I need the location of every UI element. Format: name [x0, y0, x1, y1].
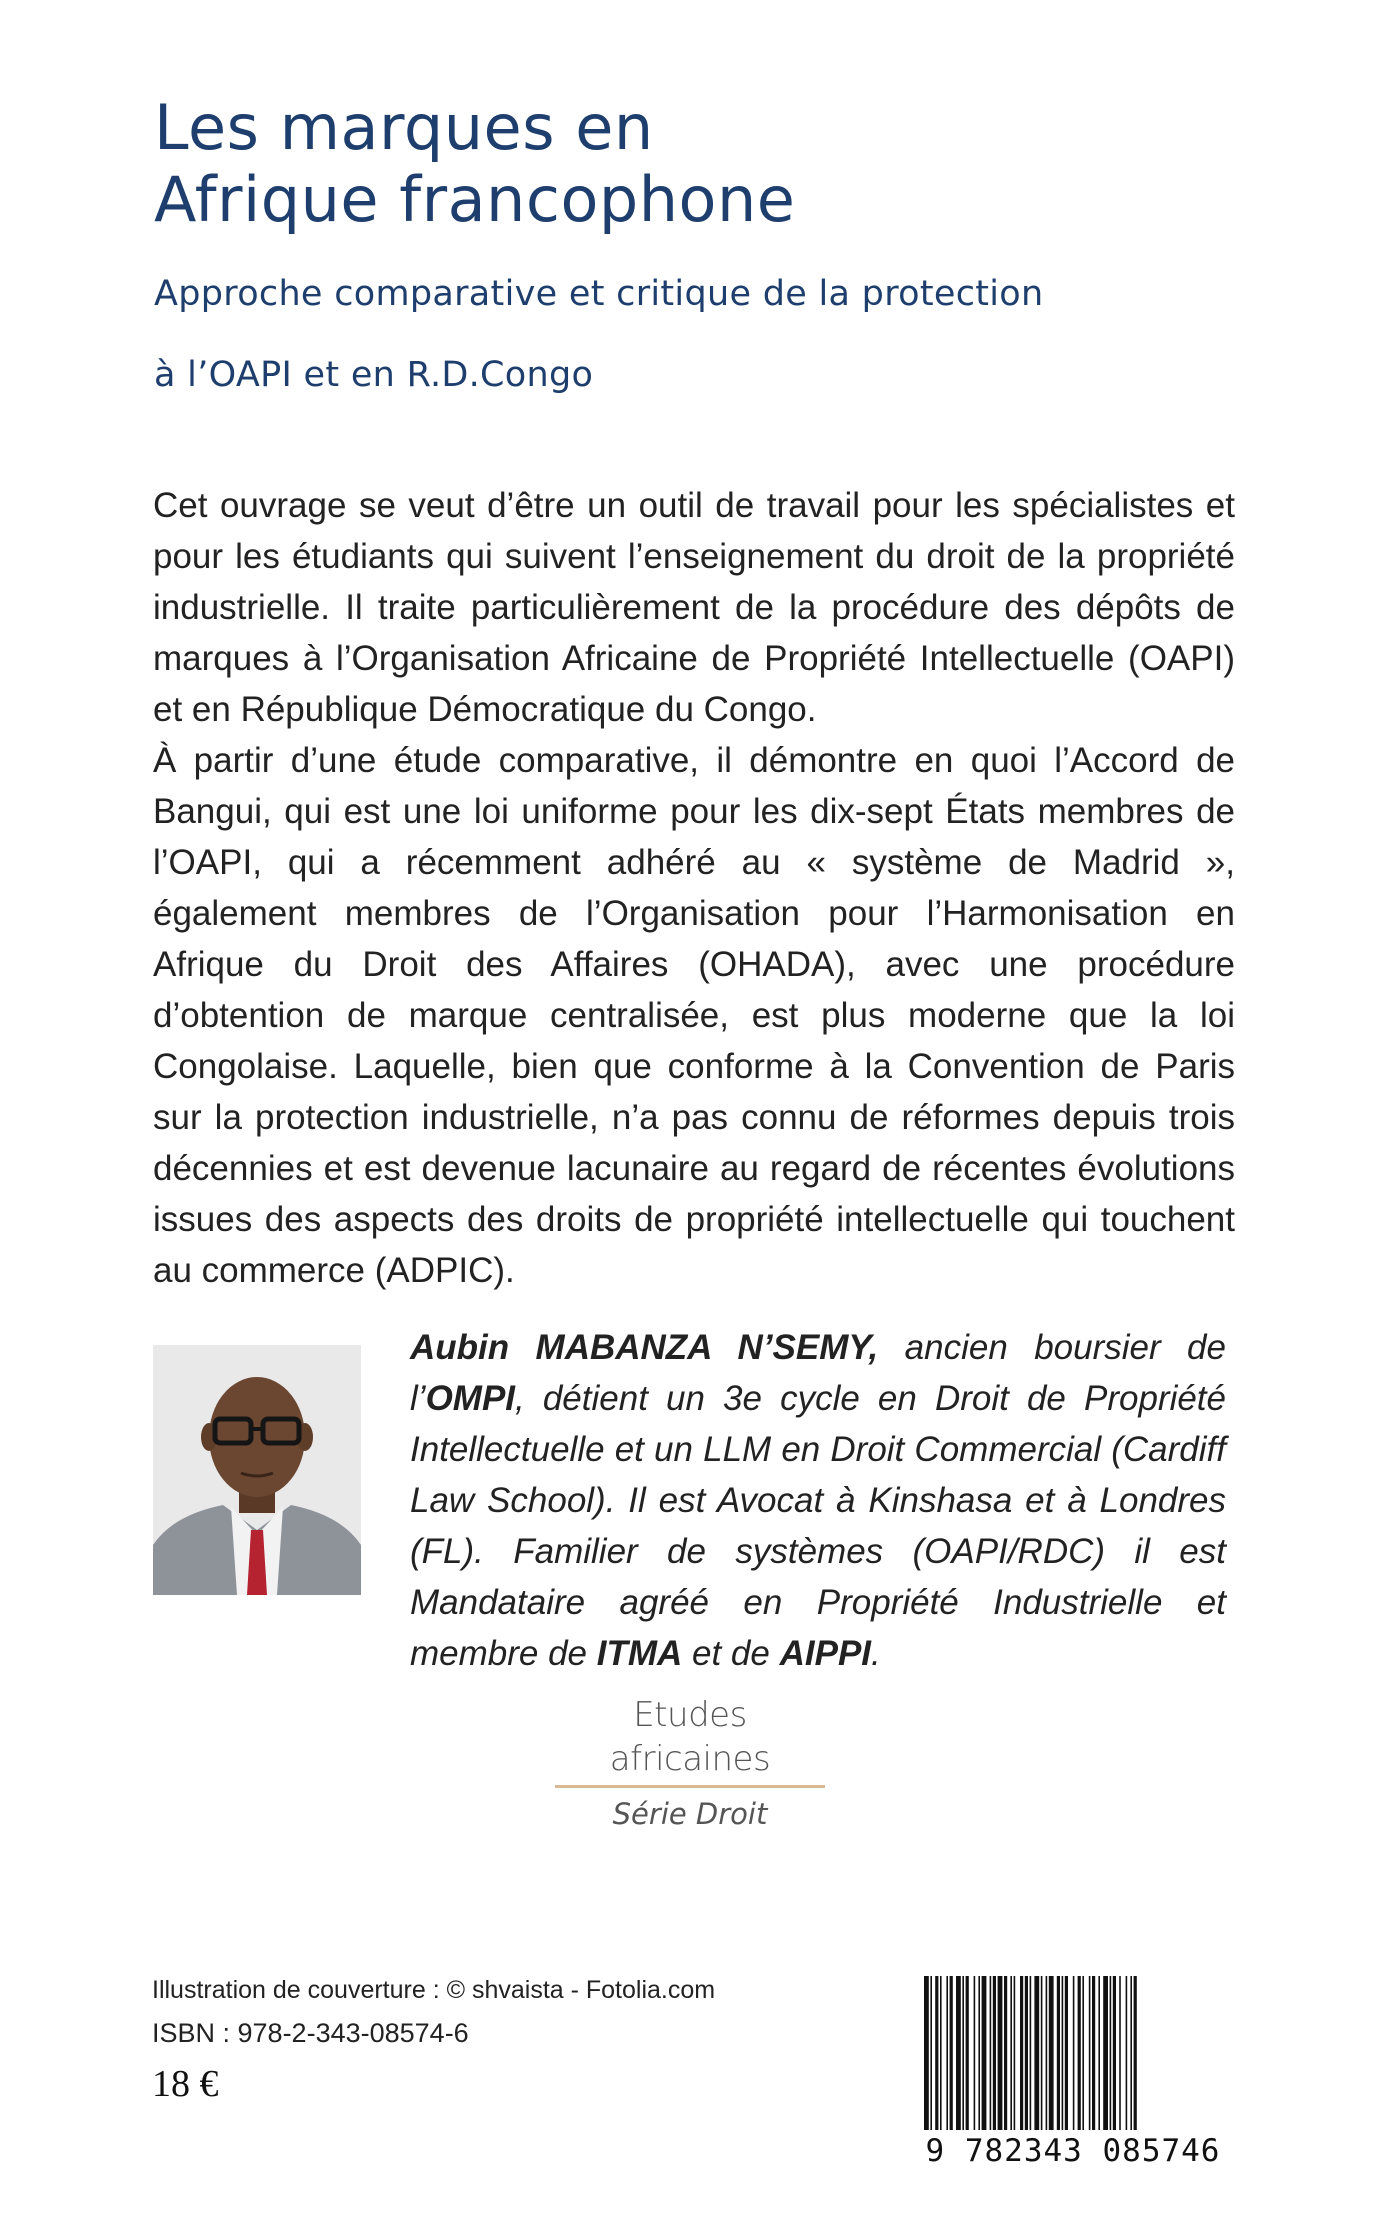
- author-org-itma: ITMA: [596, 1634, 683, 1673]
- barcode: [918, 1972, 1228, 2182]
- price: 18 €: [152, 2063, 219, 2105]
- author-bio-text-4: .: [871, 1634, 881, 1673]
- summary-paragraph-2: À partir d’une étude comparative, il démontre en quoi l’Accord de Bangui, qui est une loi uniforme pour les dix-sept États membres de l’OAPI, qui a récemment adhéré au « système de Madrid », également membres de l’Organisation pour l’Harmonisation en Afrique du Droit des Affaires (OHADA), avec une procédure d’obtention de marque centralisée, est plus moderne que la loi Congolaise. Laquelle, bien que conforme à la Convention de Paris sur la protection industrielle, n’a pas connu de réformes depuis trois décennies et est devenue lacunaire au regard de récentes évolutions issues des aspects des droits de propriété intellectuelle qui touchent au commerce (ADPIC).: [153, 741, 1235, 1290]
- book-title-line-1: Les marques en: [154, 91, 654, 164]
- book-summary: [153, 480, 1235, 1296]
- author-photo: [153, 1345, 361, 1595]
- author-bio-text-2: , détient un 3e cycle en Droit de Propriété Intellectuelle et un LLM en Droit Commercial (Cardiff Law School). Il est Avocat à Kinshasa et à Londres (FL). Familier de systèmes (OAPI/RDC) il est Mandataire agréé en Propriété Industrielle et membre de: [410, 1379, 1226, 1673]
- author-portrait-icon: [153, 1345, 361, 1595]
- cover-illustration-credit: Illustration de couverture : © shvaista - Fotolia.com: [152, 1976, 716, 2004]
- isbn: ISBN : 978-2-343-08574-6: [152, 2018, 469, 2048]
- barcode-icon: [918, 1972, 1228, 2132]
- author-name: Aubin MABANZA N’SEMY,: [410, 1328, 879, 1367]
- collection-series: Etudes africaines: [609, 1695, 771, 1779]
- summary-paragraph-1: Cet ouvrage se veut d’être un outil de travail pour les spécialistes et pour les étudiants qui suivent l’enseignement du droit de la propriété industrielle. Il traite particulièrement de la procédure des dépôts de marques à l’Organisation Africaine de Propriété Intellectuelle (OAPI) et en République Démocratique du Congo.: [153, 486, 1235, 729]
- author-bio-text-3: et de: [682, 1634, 780, 1673]
- book-subtitle-line-1: Approche comparative et critique de la protection: [154, 274, 1044, 314]
- author-bio-text-1: ancien boursier de l’: [410, 1328, 1226, 1418]
- author-org-aippi: AIPPI: [779, 1634, 872, 1673]
- collection-subseries: Série Droit: [612, 1797, 768, 1831]
- book-subtitle-line-2: à l’OAPI et en R.D.Congo: [154, 355, 594, 395]
- collection-label: [555, 1693, 825, 1832]
- book-title: [154, 92, 1254, 236]
- book-title-line-2: Afrique francophone: [154, 163, 796, 236]
- author-org-ompi: OMPI: [425, 1379, 516, 1418]
- barcode-digits: 9 782343 085746: [925, 2133, 1221, 2169]
- collection-divider: [555, 1785, 825, 1788]
- author-biography: [410, 1322, 1226, 1679]
